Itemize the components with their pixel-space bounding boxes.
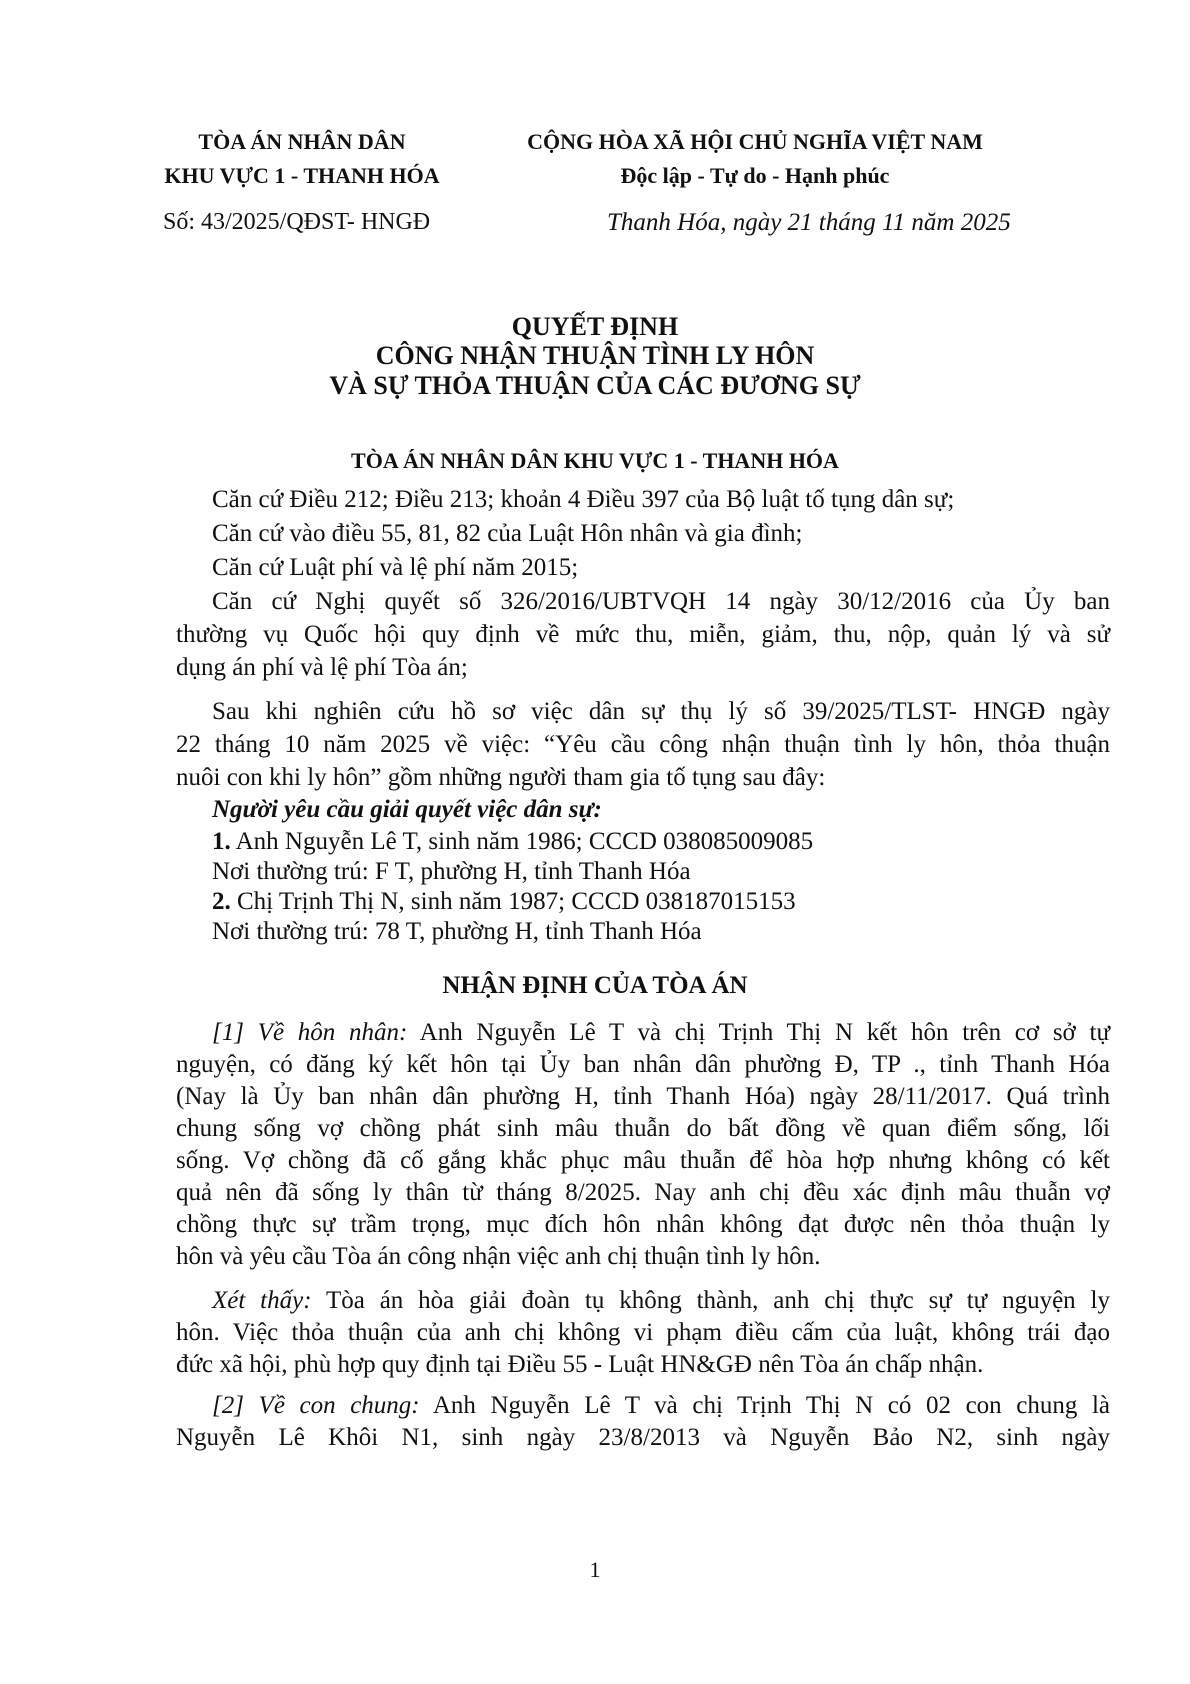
- marriage-first-rest: Anh Nguyễn Lê T và chị Trịnh Thị N kết hôn trên cơ sở tự: [407, 1019, 1110, 1046]
- document-number: Số: 43/2025/QĐST- HNGĐ: [163, 209, 431, 235]
- consider-line: [212, 1287, 1110, 1315]
- court-name: TÒA ÁN NHÂN DÂN: [198, 129, 406, 154]
- place-and-date: Thanh Hóa, ngày 21 tháng 11 năm 2025: [607, 209, 1011, 236]
- children-label: [2] Về con chung:: [212, 1392, 420, 1419]
- consider-first-rest: Tòa án hòa giải đoàn tụ không thành, anh chị thực sự tự nguyện ly: [311, 1287, 1110, 1314]
- study-line: Sau khi nghiên cứu hồ sơ việc dân sự thụ lý số 39/2025/TLST- HNGĐ ngày: [212, 698, 1110, 725]
- consider-label: Xét thấy:: [212, 1287, 312, 1314]
- applicant-text: Anh Nguyễn Lê T, sinh năm 1986; CCCD 038085009085: [235, 828, 814, 855]
- basis-line: Căn cứ Luật phí và lệ phí năm 2015;: [212, 554, 579, 581]
- basis-4-line: thường vụ Quốc hội quy định về mức thu, miễn, giảm, thu, nộp, quản lý và sử: [176, 621, 1110, 648]
- applicants-heading: Người yêu cầu giải quyết việc dân sự:: [212, 796, 602, 823]
- marriage-line: hôn và yêu cầu Tòa án công nhận việc anh chị thuận tình ly hôn.: [176, 1243, 821, 1270]
- title-line-3: VÀ SỰ THỎA THUẬN CỦA CÁC ĐƯƠNG SỰ: [329, 371, 861, 400]
- nation-name: CỘNG HÒA XÃ HỘI CHỦ NGHĨA VIỆT NAM: [527, 129, 983, 154]
- marriage-line: nguyện, có đăng ký kết hôn tại Ủy ban nhân dân phường Đ, TP ., tỉnh Thanh Hóa: [176, 1051, 1110, 1078]
- basis-line: Căn cứ Điều 212; Điều 213; khoản 4 Điều 397 của Bộ luật tố tụng dân sự;: [212, 486, 955, 513]
- marriage-line: quả nên đã sống ly thân từ tháng 8/2025. Nay anh chị đều xác định mâu thuẫn vợ: [176, 1179, 1110, 1206]
- marriage-line: chung sống vợ chồng phát sinh mâu thuẫn do bất đồng về quan điểm sống, lối: [176, 1115, 1110, 1142]
- motto: Độc lập - Tự do - Hạnh phúc: [620, 163, 890, 188]
- consider-line: đức xã hội, phù hợp quy định tại Điều 55 - Luật HN&GĐ nên Tòa án chấp nhận.: [176, 1351, 984, 1378]
- court-area: KHU VỰC 1 - THANH HÓA: [164, 163, 440, 188]
- applicant-row: [212, 888, 796, 916]
- children-line: Nguyễn Lê Khôi N1, sinh ngày 23/8/2013 và Nguyễn Bảo N2, sinh ngày: [176, 1424, 1110, 1451]
- basis-4-line: dụng án phí và lệ phí Tòa án;: [176, 654, 468, 681]
- applicant-number: 1.: [212, 828, 231, 855]
- children-first-rest: Anh Nguyễn Lê T và chị Trịnh Thị N có 02 con chung là: [419, 1392, 1110, 1419]
- study-line: nuôi con khi ly hôn” gồm những người tham gia tố tụng sau đây:: [176, 764, 826, 791]
- marriage-label: [1] Về hôn nhân:: [212, 1019, 408, 1046]
- marriage-line: [212, 1019, 1110, 1047]
- basis-line: Căn cứ vào điều 55, 81, 82 của Luật Hôn nhân và gia đình;: [212, 520, 803, 547]
- applicant-residence: Nơi thường trú: 78 T, phường H, tỉnh Thanh Hóa: [212, 918, 702, 945]
- applicant-text: Chị Trịnh Thị N, sinh năm 1987; CCCD 038187015153: [237, 888, 796, 915]
- study-line: 22 tháng 10 năm 2025 về việc: “Yêu cầu công nhận thuận tình ly hôn, thỏa thuận: [176, 731, 1110, 758]
- applicant-number: 2.: [212, 888, 231, 915]
- title-line-1: QUYẾT ĐỊNH: [511, 312, 679, 341]
- children-line: [212, 1392, 1110, 1420]
- marriage-line: chồng thực sự trầm trọng, mục đích hôn nhân không đạt được nên thỏa thuận ly: [176, 1211, 1110, 1238]
- marriage-line: sống. Vợ chồng đã cố gắng khắc phục mâu thuẫn để hòa hợp nhưng không có kết: [176, 1147, 1110, 1174]
- marriage-line: (Nay là Ủy ban nhân dân phường H, tỉnh Thanh Hóa) ngày 28/11/2017. Quá trình: [176, 1083, 1110, 1110]
- applicant-residence: Nơi thường trú: F T, phường H, tỉnh Thanh Hóa: [212, 858, 691, 885]
- page-number: 1: [589, 1557, 601, 1582]
- applicant-row: [212, 828, 813, 856]
- issuer-heading: TÒA ÁN NHÂN DÂN KHU VỰC 1 - THANH HÓA: [351, 448, 839, 473]
- basis-4-line: Căn cứ Nghị quyết số 326/2016/UBTVQH 14 ngày 30/12/2016 của Ủy ban: [212, 588, 1110, 615]
- findings-heading: NHẬN ĐỊNH CỦA TÒA ÁN: [442, 972, 748, 999]
- consider-line: hôn. Việc thỏa thuận của anh chị không vi phạm điều cấm của luật, không trái đạo: [176, 1319, 1110, 1346]
- title-line-2: CÔNG NHẬN THUẬN TÌNH LY HÔN: [375, 341, 815, 370]
